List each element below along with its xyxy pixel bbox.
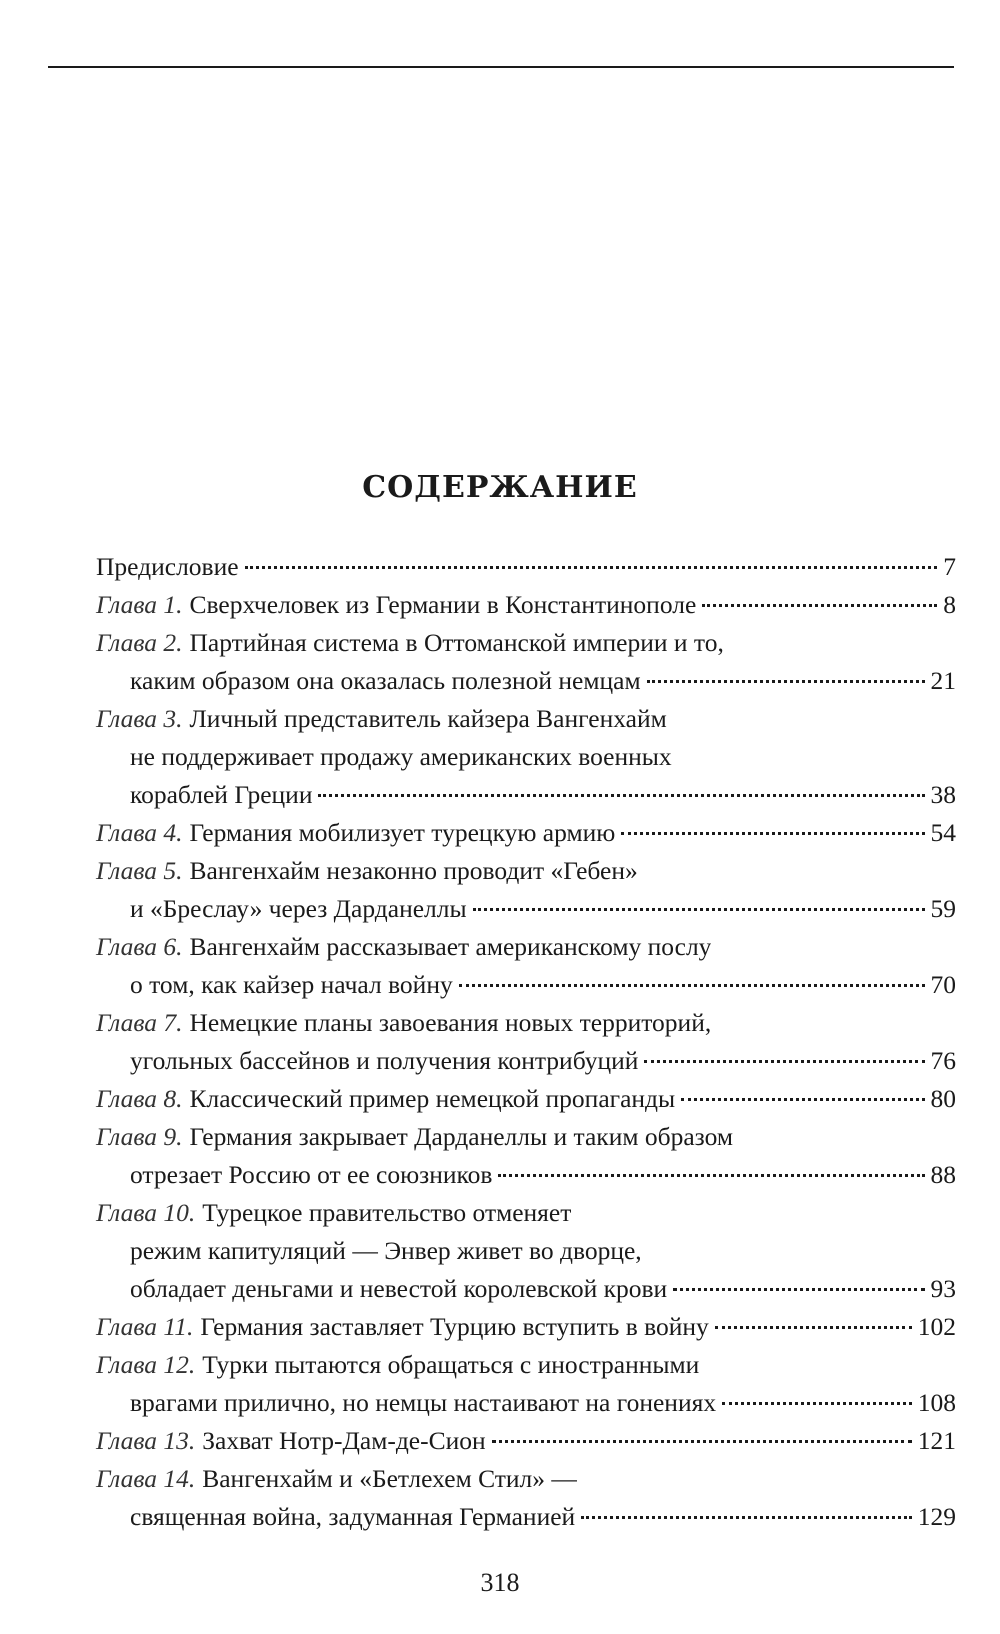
- entry-title: Вангенхайм рассказывает американскому послу: [189, 932, 712, 961]
- entry-title: и «Бреслау» через Дарданеллы: [130, 894, 467, 923]
- entry-title: угольных бассейнов и получения контрибуций: [130, 1046, 639, 1075]
- dot-leader: [644, 1059, 924, 1063]
- chapter-label: Глава 6.: [96, 932, 183, 961]
- entry-title: не поддерживает продажу американских военных: [130, 742, 672, 771]
- dot-leader: [498, 1173, 924, 1177]
- chapter-label: Глава 12.: [96, 1350, 196, 1379]
- chapter-label: Глава 5.: [96, 856, 183, 885]
- dot-leader: [459, 983, 925, 987]
- toc-entry-line: [96, 738, 956, 776]
- entry-title: Классический пример немецкой пропаганды: [189, 1084, 676, 1113]
- entry-page-number: 54: [930, 818, 956, 847]
- entry-page-number: 129: [917, 1502, 956, 1531]
- chapter-label: Глава 8.: [96, 1084, 183, 1113]
- dot-leader: [245, 565, 938, 569]
- entry-title: режим капитуляций — Энвер живет во дворце,: [130, 1236, 642, 1265]
- entry-page-number: 59: [930, 894, 956, 923]
- entry-page-number: 8: [943, 590, 956, 619]
- toc-entry-line: [96, 890, 956, 928]
- entry-title: Сверхчеловек из Германии в Константинополе: [189, 590, 697, 619]
- entry-page-number: 88: [930, 1160, 956, 1189]
- chapter-label: Глава 14.: [96, 1464, 196, 1493]
- chapter-label: Глава 9.: [96, 1122, 183, 1151]
- dot-leader: [473, 907, 925, 911]
- toc-entry-line: [96, 776, 956, 814]
- entry-page-number: 38: [930, 780, 956, 809]
- chapter-label: Глава 11.: [96, 1312, 194, 1341]
- toc-entry-line: [96, 1194, 956, 1232]
- dot-leader: [581, 1515, 912, 1519]
- entry-title: Вангенхайм незаконно проводит «Гебен»: [189, 856, 638, 885]
- toc-entry-line: [96, 1118, 956, 1156]
- dot-leader: [681, 1097, 924, 1101]
- toc-entry-line: [96, 1270, 956, 1308]
- entry-page-number: 80: [930, 1084, 956, 1113]
- toc-entry-line: [96, 852, 956, 890]
- entry-title: Немецкие планы завоевания новых территорий,: [189, 1008, 712, 1037]
- entry-title: Предисловие: [96, 552, 239, 581]
- page-number: 318: [480, 1568, 520, 1597]
- toc-entry-line: [96, 700, 956, 738]
- entry-title: Турки пытаются обращаться с иностранными: [202, 1350, 700, 1379]
- chapter-label: Глава 10.: [96, 1198, 196, 1227]
- toc-entry-line: [96, 624, 956, 662]
- dot-leader: [702, 603, 937, 607]
- entry-page-number: 7: [943, 552, 956, 581]
- entry-title: Германия закрывает Дарданеллы и таким образом: [189, 1122, 733, 1151]
- dot-leader: [621, 831, 924, 835]
- entry-page-number: 93: [930, 1274, 956, 1303]
- entry-page-number: 70: [930, 970, 956, 999]
- toc-entry-line: [96, 1384, 956, 1422]
- toc-entry-line: [96, 1308, 956, 1346]
- entry-title: Вангенхайм и «Бетлехем Стил» —: [202, 1464, 577, 1493]
- entry-title: врагами прилично, но немцы настаивают на гонениях: [130, 1388, 717, 1417]
- chapter-label: Глава 3.: [96, 704, 183, 733]
- entry-title: каким образом она оказалась полезной немцам: [130, 666, 641, 695]
- toc-entry-line: [96, 1232, 956, 1270]
- chapter-label: Глава 4.: [96, 818, 183, 847]
- dot-leader: [647, 679, 925, 683]
- toc-entry-line: [96, 548, 956, 586]
- toc-entry-line: [96, 966, 956, 1004]
- toc-entry-line: [96, 814, 956, 852]
- dot-leader: [722, 1401, 912, 1405]
- entry-title: кораблей Греции: [130, 780, 313, 809]
- toc-entry-line: [96, 1498, 956, 1536]
- toc-entry-line: [96, 1042, 956, 1080]
- toc-entry-line: [96, 1422, 956, 1460]
- entry-title: Личный представитель кайзера Вангенхайм: [189, 704, 667, 733]
- entry-page-number: 102: [917, 1312, 956, 1341]
- toc-entry-line: [96, 1156, 956, 1194]
- chapter-label: Глава 13.: [96, 1426, 196, 1455]
- entry-page-number: 121: [917, 1426, 956, 1455]
- chapter-label: Глава 1.: [96, 590, 183, 619]
- entry-title: Турецкое правительство отменяет: [202, 1198, 572, 1227]
- entry-title: Германия заставляет Турцию вступить в войну: [200, 1312, 709, 1341]
- entry-title: обладает деньгами и невестой королевской крови: [130, 1274, 668, 1303]
- entry-page-number: 21: [930, 666, 956, 695]
- dot-leader: [492, 1439, 912, 1443]
- dot-leader: [673, 1287, 924, 1291]
- page-title: СОДЕРЖАНИЕ: [362, 470, 638, 505]
- entry-page-number: 76: [930, 1046, 956, 1075]
- dot-leader: [318, 793, 924, 797]
- toc-entry-line: [96, 1004, 956, 1042]
- toc-entry-line: [96, 586, 956, 624]
- entry-title: Захват Нотр-Дам-де-Сион: [202, 1426, 486, 1455]
- entry-title: Партийная система в Оттоманской империи и то,: [189, 628, 724, 657]
- table-of-contents: [96, 548, 956, 1536]
- toc-entry-line: [96, 1346, 956, 1384]
- chapter-label: Глава 2.: [96, 628, 183, 657]
- toc-entry-line: [96, 1080, 956, 1118]
- chapter-label: Глава 7.: [96, 1008, 183, 1037]
- entry-title: священная война, задуманная Германией: [130, 1502, 576, 1531]
- toc-entry-line: [96, 662, 956, 700]
- entry-title: Германия мобилизует турецкую армию: [189, 818, 616, 847]
- entry-page-number: 108: [917, 1388, 956, 1417]
- top-rule: [48, 66, 954, 68]
- toc-entry-line: [96, 928, 956, 966]
- toc-entry-line: [96, 1460, 956, 1498]
- entry-title: о том, как кайзер начал войну: [130, 970, 453, 999]
- entry-title: отрезает Россию от ее союзников: [130, 1160, 493, 1189]
- dot-leader: [715, 1325, 912, 1329]
